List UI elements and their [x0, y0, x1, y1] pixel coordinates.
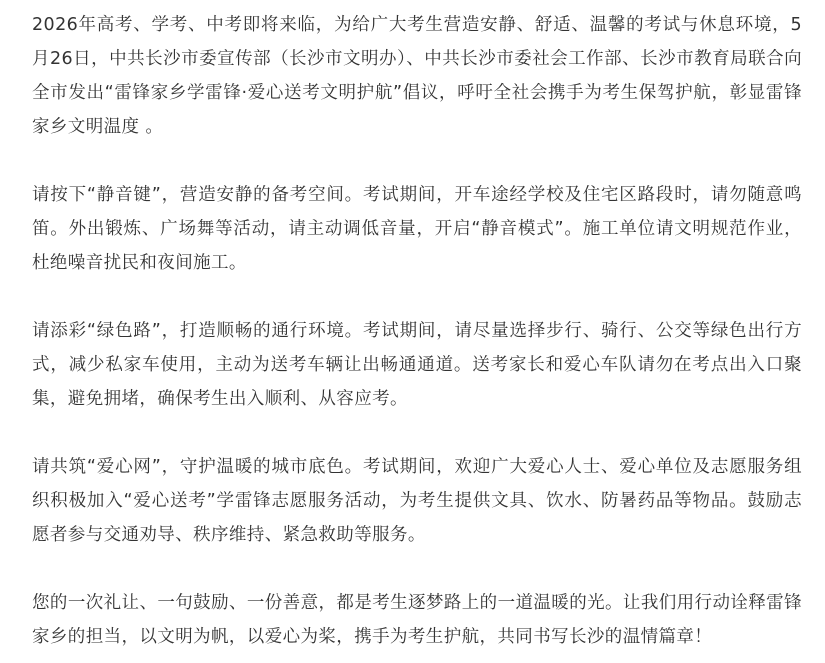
intro-paragraph: 2026年高考、学考、中考即将来临，为给广大考生营造安静、舒适、温馨的考试与休息环境，5月26日，中共长沙市委宣传部（长沙市文明办）、中共长沙市委社会工作部、长沙市教育局联合向全市发出“雷锋家乡学雷锋·爱心送考文明护航”倡议，呼吁全社会携手为考生保驾护航，彰显雷锋家乡文明温度 。 — [32, 15, 802, 137]
love-network-paragraph: 请共筑“爱心网”，守护温暖的城市底色。考试期间，欢迎广大爱心人士、爱心单位及志愿服务组织积极加入“爱心送考”学雷锋志愿服务活动，为考生提供文具、饮水、防暑药品等物品。鼓励志愿者参与交通劝导、秩序维持、紧急救助等服务。 — [32, 457, 802, 545]
article-body — [32, 8, 802, 654]
quiet-paragraph: 请按下“静音键”，营造安静的备考空间。考试期间，开车途经学校及住宅区路段时，请勿随意鸣笛。外出锻炼、广场舞等活动，请主动调低音量，开启“静音模式”。施工单位请文明规范作业，杜绝噪音扰民和夜间施工。 — [32, 185, 802, 273]
green-road-paragraph: 请添彩“绿色路”，打造顺畅的通行环境。考试期间，请尽量选择步行、骑行、公交等绿色出行方式，减少私家车使用，主动为送考车辆让出畅通通道。送考家长和爱心车队请勿在考点出入口聚集，避免拥堵，确保考生出入顺利、从容应考。 — [32, 321, 802, 409]
closing-paragraph: 您的一次礼让、一句鼓励、一份善意，都是考生逐梦路上的一道温暖的光。让我们用行动诠释雷锋家乡的担当，以文明为帆，以爱心为桨，携手为考生护航，共同书写长沙的温情篇章！ — [32, 593, 802, 647]
